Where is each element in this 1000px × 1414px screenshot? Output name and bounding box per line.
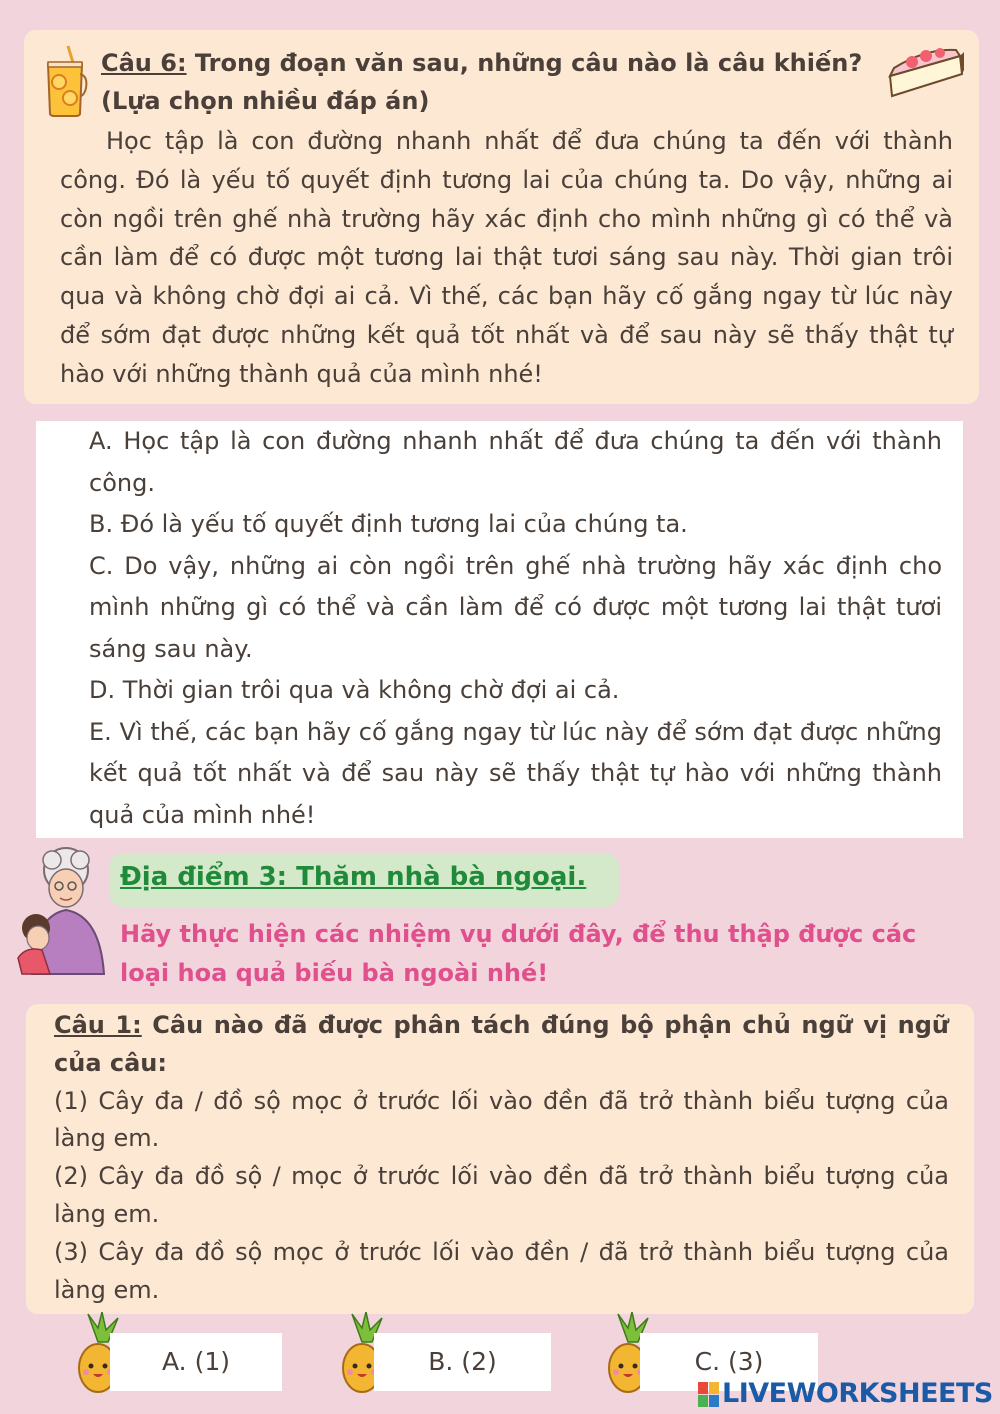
location-title: Địa điểm 3: Thăm nhà bà ngoại.	[120, 862, 587, 892]
answer-c-button[interactable]: C. (3)	[640, 1333, 818, 1391]
sentence-2: (2) Cây đa đồ sộ / mọc ở trước lối vào đền đã trở thành biểu tượng của làng em.	[54, 1162, 949, 1228]
sentence-3: (3) Cây đa đồ sộ mọc ở trước lối vào đền / đã trở thành biểu tượng của làng em.	[54, 1237, 949, 1304]
liveworksheets-brand	[722, 1378, 993, 1410]
option-d[interactable]: D. Thời gian trôi qua và không chờ đợi ai cả.	[89, 676, 620, 704]
sentence-1: (1) Cây đa / đồ sộ mọc ở trước lối vào đền đã trở thành biểu tượng của làng em.	[54, 1086, 949, 1153]
question-1-text	[54, 1007, 949, 1309]
question-6-label: Câu 6:	[101, 49, 187, 77]
option-e[interactable]: E. Vì thế, các bạn hãy cố gắng ngay từ lúc này để sớm đạt được những kết quả tốt nhất và để sau này sẽ thấy thật tự hào với những thành quả của mình nhé!	[89, 717, 942, 829]
location-instruction: Hãy thực hiện các nhiệm vụ dưới đây, để thu thập được các loại hoa quả biếu bà ngoài nhé!	[120, 920, 917, 987]
question-1-title	[54, 1007, 949, 1083]
question-6-prompt: Trong đoạn văn sau, những câu nào là câu khiến? (Lựa chọn nhiều đáp án)	[101, 49, 863, 115]
option-b[interactable]: B. Đó là yếu tố quyết định tương lai của chúng ta.	[89, 510, 688, 538]
answer-b-button[interactable]: B. (2)	[374, 1333, 551, 1391]
question-6-passage: Học tập là con đường nhanh nhất để đưa chúng ta đến với thành công. Đó là yếu tố quyết định tương lai của chúng ta. Do vậy, những ai còn ngồi trên ghế nhà trường hãy xác định cho mình những gì có thể và cần làm để có được một tương lai thật tươi sáng sau này. Thời gian trôi qua và không chờ đợi ai cả. Vì thế, các bạn hãy cố gắng ngay từ lúc này để sớm đạt được những kết quả tốt nhất và để sau này sẽ thấy thật tự hào với những thành quả của mình nhé!	[60, 127, 953, 388]
cake-slice-icon	[886, 40, 966, 102]
grandma-hug-illustration	[8, 846, 106, 976]
option-c[interactable]: C. Do vậy, những ai còn ngồi trên ghế nhà trường hãy xác định cho mình những gì có thể và cần làm để có được một tương lai thật tươi sáng sau này.	[89, 551, 942, 663]
liveworksheets-logo-icon	[698, 1382, 720, 1408]
question-1-label: Câu 1:	[54, 1011, 142, 1039]
location-title-box	[109, 853, 619, 907]
answer-a-button[interactable]: A. (1)	[110, 1333, 282, 1391]
question-1-prompt: Câu nào đã được phân tách đúng bộ phận chủ ngữ vị ngữ của câu:	[54, 1011, 950, 1077]
orange-juice-icon	[42, 44, 88, 118]
question-6-options	[89, 421, 942, 836]
brand-text: LIVEWORKSHEETS	[722, 1378, 993, 1409]
question-6-title	[101, 44, 881, 120]
option-a[interactable]: A. Học tập là con đường nhanh nhất để đưa chúng ta đến với thành công.	[89, 427, 942, 497]
